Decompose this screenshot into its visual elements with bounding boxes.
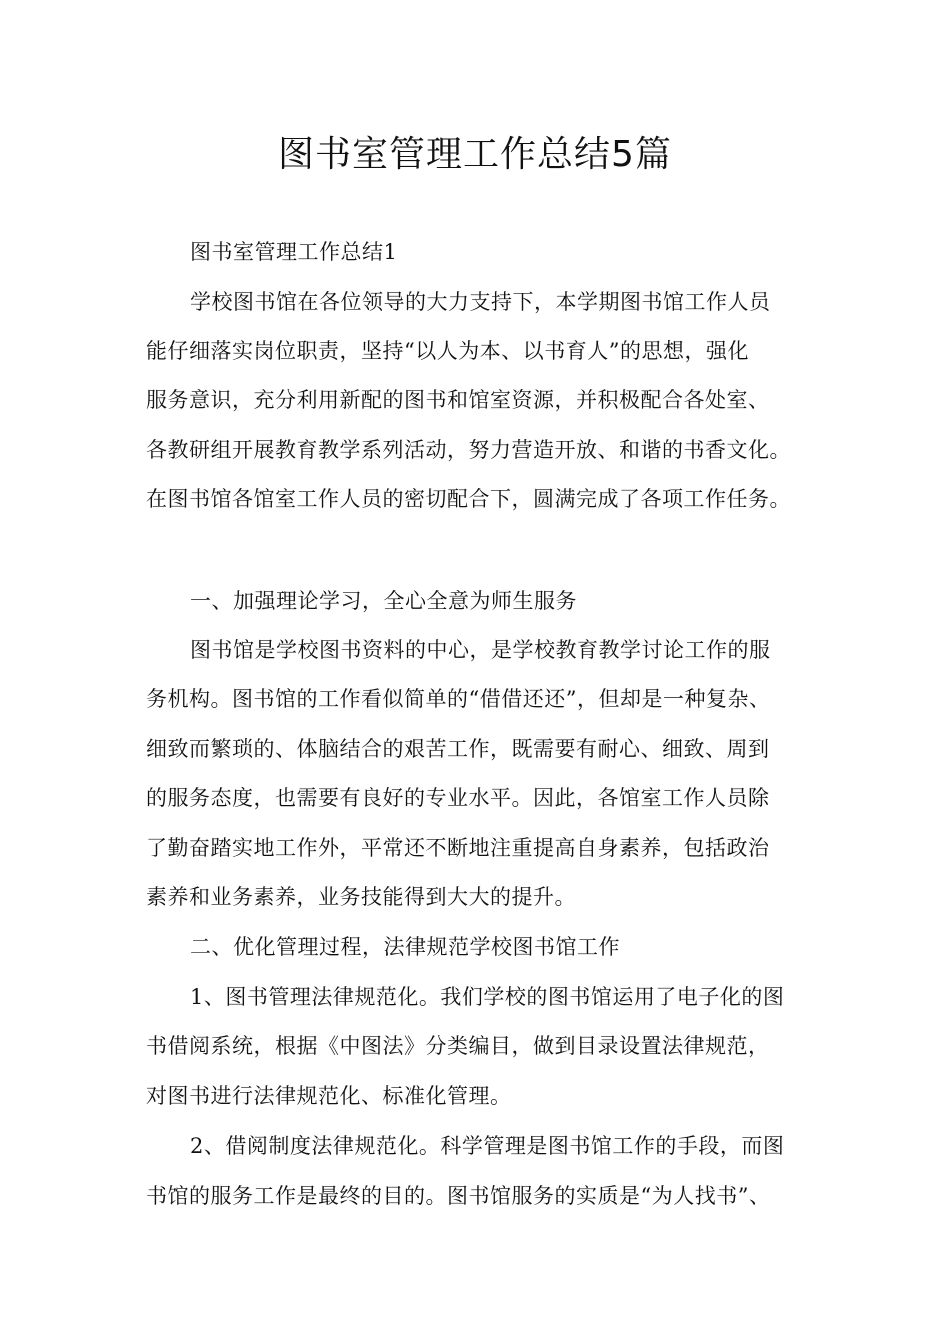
paragraph-line: 对图书进行法律规范化、标准化管理。 xyxy=(146,1084,512,1108)
paragraph-line: 了勤奋踏实地工作外，平常还不断地注重提高自身素养，包括政治 xyxy=(146,836,770,860)
paragraph-line: 1、图书管理法律规范化。我们学校的图书馆运用了电子化的图 xyxy=(190,985,785,1009)
paragraph-line: 在图书馆各馆室工作人员的密切配合下，圆满完成了各项工作任务。 xyxy=(146,487,791,511)
section-heading: 二、优化管理过程，法律规范学校图书馆工作 xyxy=(190,935,620,959)
paragraph-line: 各教研组开展教育教学系列活动，努力营造开放、和谐的书香文化。 xyxy=(146,438,791,462)
section-heading: 图书室管理工作总结1 xyxy=(190,240,398,264)
paragraph-line: 务机构。图书馆的工作看似简单的“借借还还”，但却是一种复杂、 xyxy=(146,687,771,711)
paragraph-line: 能仔细落实岗位职责，坚持“以人为本、以书育人”的思想，强化 xyxy=(146,339,749,363)
paragraph-line: 书借阅系统，根据《中图法》分类编目，做到目录设置法律规范， xyxy=(146,1034,770,1058)
paragraph-line: 书馆的服务工作是最终的目的。图书馆服务的实质是“为人找书”、 xyxy=(146,1184,771,1208)
section-heading: 一、加强理论学习，全心全意为师生服务 xyxy=(190,589,577,613)
paragraph-line: 细致而繁琐的、体脑结合的艰苦工作，既需要有耐心、细致、周到 xyxy=(146,737,770,761)
paragraph-line: 图书馆是学校图书资料的中心，是学校教育教学讨论工作的服 xyxy=(190,638,771,662)
paragraph-line: 服务意识，充分利用新配的图书和馆室资源，并积极配合各处室、 xyxy=(146,388,770,412)
document-title: 图书室管理工作总结5篇 xyxy=(278,134,672,175)
paragraph-line: 学校图书馆在各位领导的大力支持下，本学期图书馆工作人员 xyxy=(190,290,771,314)
paragraph-line: 的服务态度，也需要有良好的专业水平。因此，各馆室工作人员除 xyxy=(146,786,770,810)
paragraph-line: 素养和业务素养，业务技能得到大大的提升。 xyxy=(146,885,576,909)
paragraph-line: 2、借阅制度法律规范化。科学管理是图书馆工作的手段，而图 xyxy=(190,1134,785,1158)
